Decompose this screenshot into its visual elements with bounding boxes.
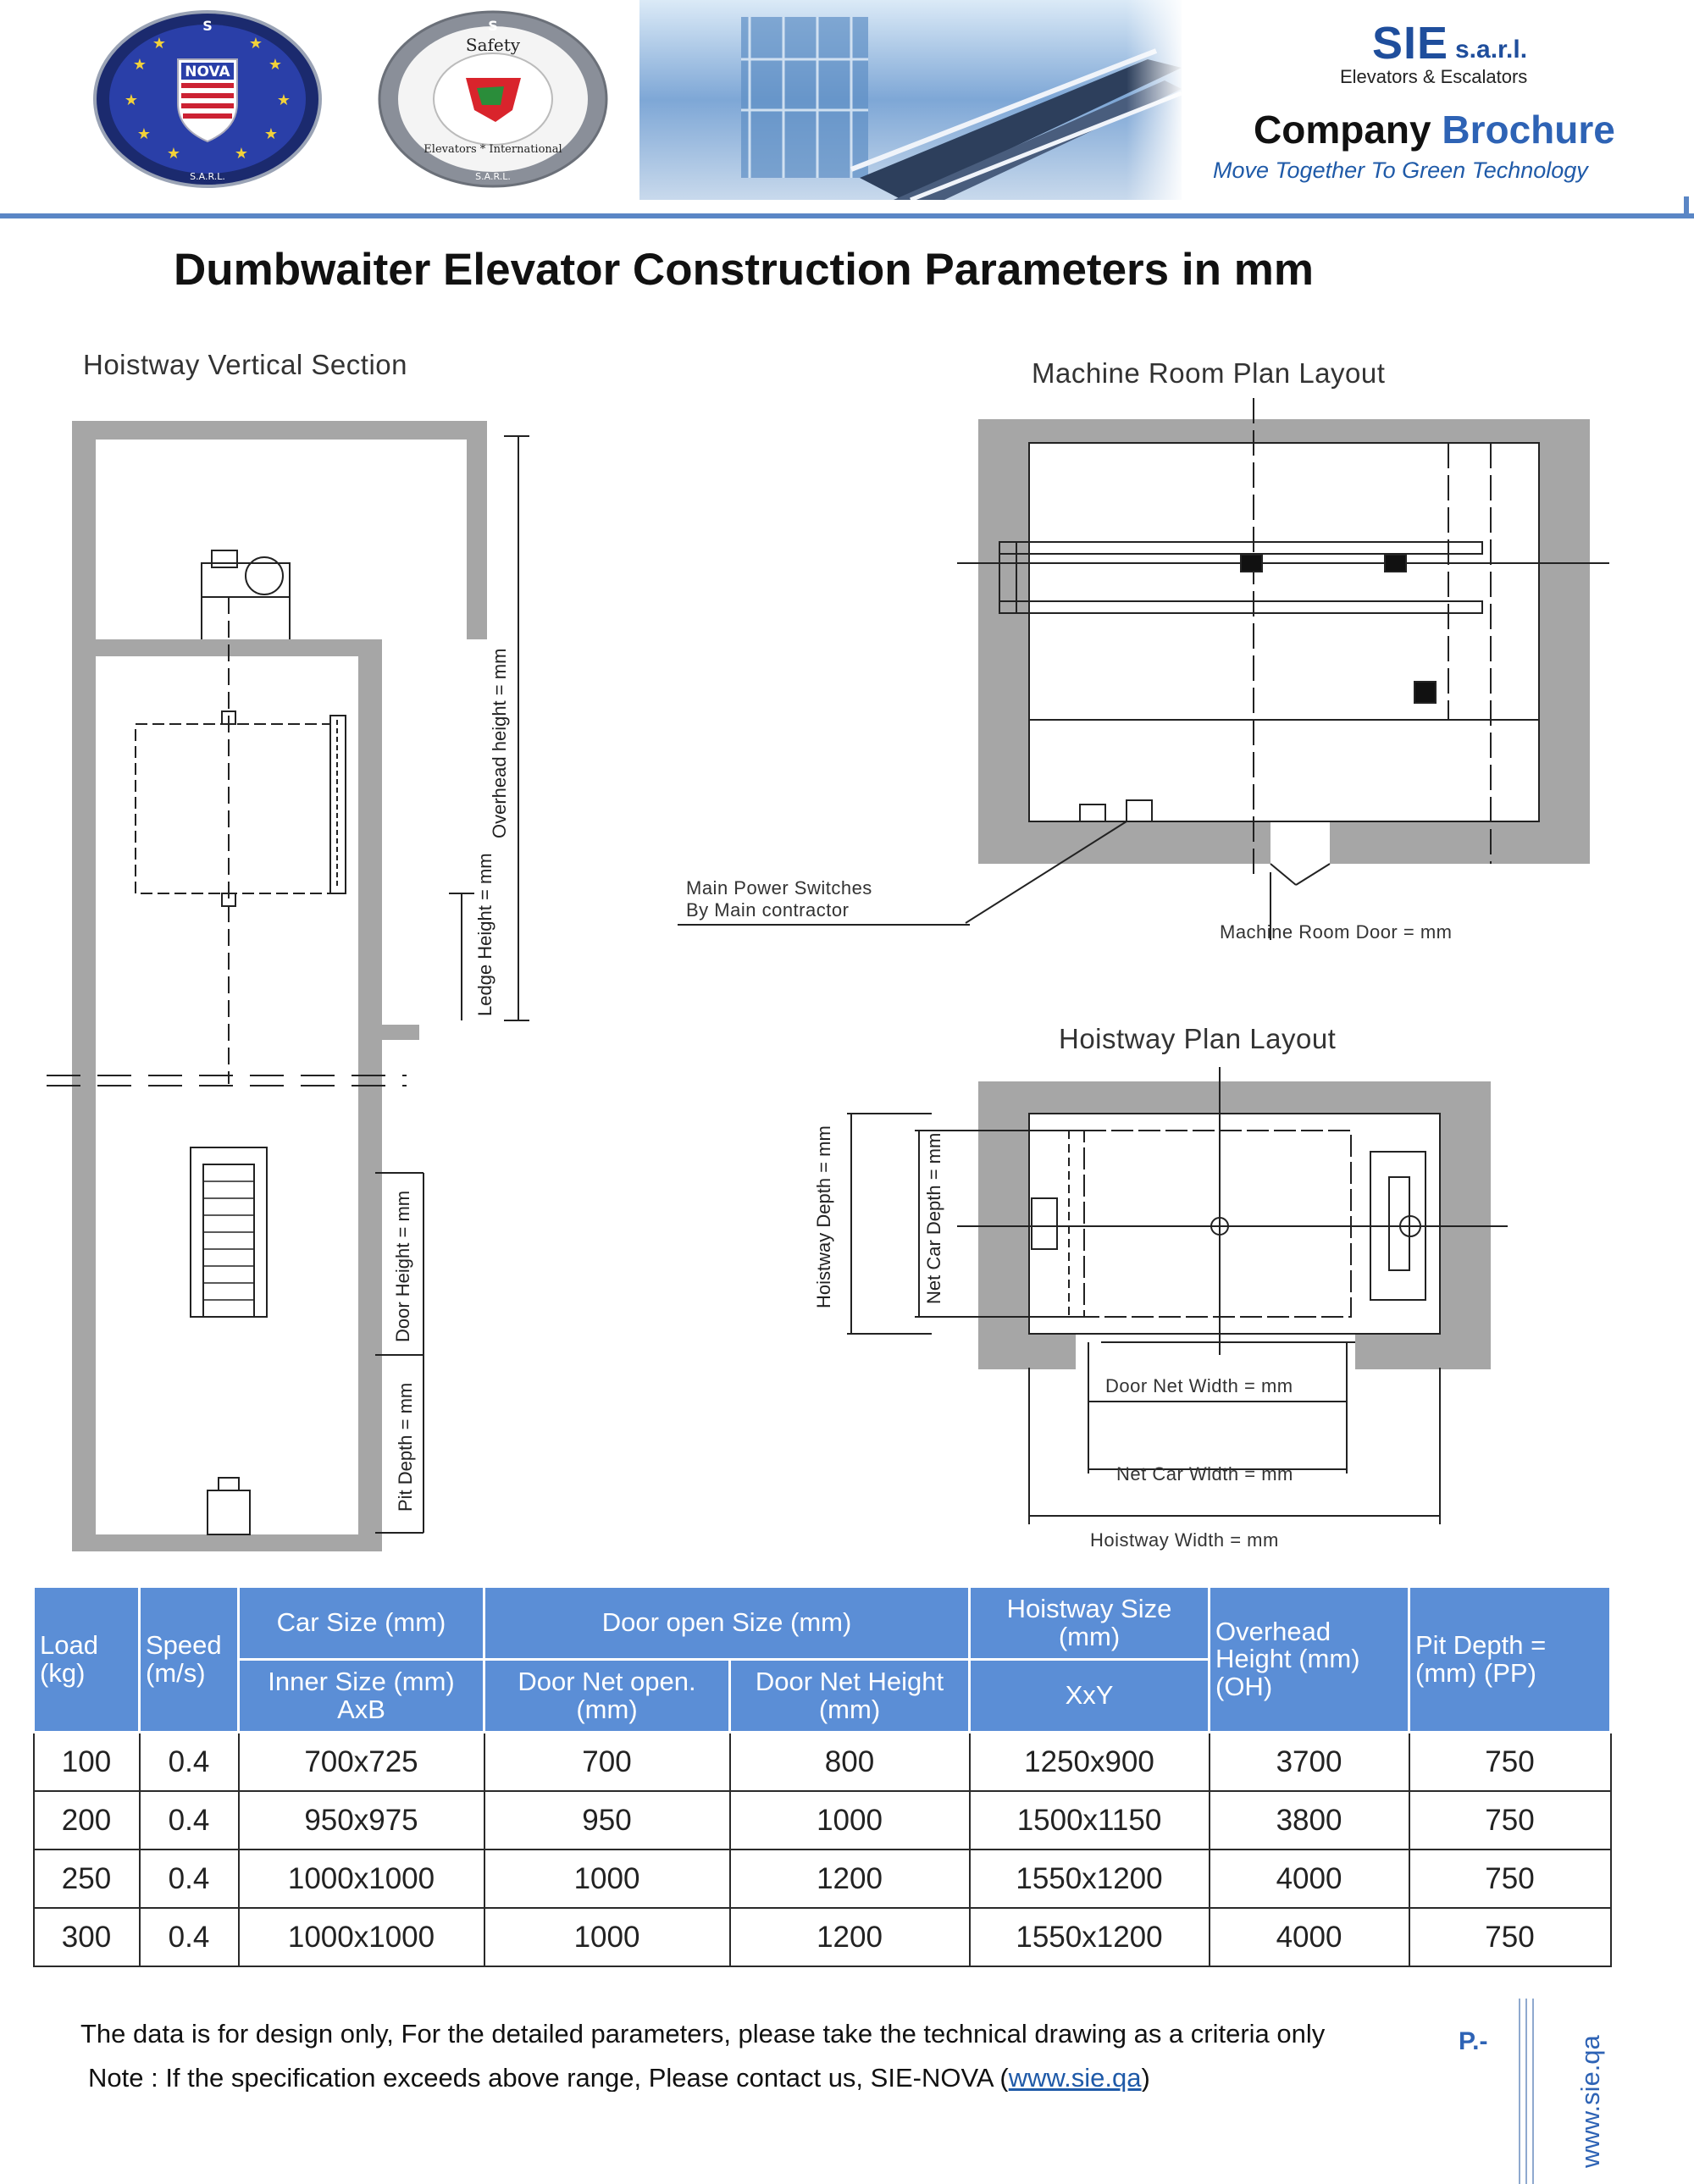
net-car-depth-label: Net Car Depth = mm: [923, 1132, 944, 1304]
technical-drawings: [0, 322, 1694, 1567]
header-door-net-open: Door Net open. (mm): [484, 1660, 730, 1733]
main-power-label-line2: By Main contractor: [686, 899, 850, 921]
page-number: P.-: [1459, 2027, 1488, 2055]
svg-text:★: ★: [166, 145, 181, 163]
svg-text:★: ★: [234, 145, 249, 163]
header-car-size: Car Size (mm): [239, 1587, 484, 1660]
header-door-net-height: Door Net Height (mm): [730, 1660, 970, 1733]
header-hoistway-xy: XxY: [970, 1660, 1210, 1733]
overhead-height-label: Overhead height = mm: [489, 648, 510, 838]
spec-table: [32, 1585, 1612, 1967]
footer-note: Note : If the specification exceeds above range, Please contact us, SIE-NOVA (www.sie.qa): [88, 2063, 1150, 2092]
table-row: 200 0.4 950x975 950 1000 1500x1150 3800 750: [34, 1791, 1611, 1849]
svg-text:Safety: Safety: [465, 35, 521, 55]
brand-subtitle: Elevators & Escalators: [1340, 66, 1528, 87]
main-power-label-line1: Main Power Switches: [686, 877, 872, 898]
svg-text:★: ★: [152, 35, 167, 53]
header-inner-size: Inner Size (mm) AxB: [239, 1660, 484, 1733]
header-overhead: Overhead Height (mm) (OH): [1210, 1587, 1409, 1733]
safety-international-logo: [377, 10, 610, 188]
side-decoration: [1516, 1999, 1545, 2184]
machine-room-door-label: Machine Room Door = mm: [1220, 921, 1453, 943]
document-title: Company Brochure: [1254, 108, 1615, 152]
svg-text:S.A.R.L.: S.A.R.L.: [475, 171, 511, 182]
table-row: 300 0.4 1000x1000 1000 1200 1550x1200 4000 750: [34, 1908, 1611, 1966]
header-speed: Speed (m/s): [140, 1587, 239, 1733]
pit-depth-label: Pit Depth = mm: [395, 1382, 416, 1512]
page-header: [0, 0, 1694, 222]
svg-text:★: ★: [248, 35, 263, 53]
svg-text:★: ★: [268, 56, 283, 74]
nova-logo-text: NOVA: [185, 64, 230, 80]
svg-text:S: S: [202, 18, 213, 34]
svg-text:S: S: [488, 18, 498, 34]
svg-text:S.A.R.L.: S.A.R.L.: [190, 171, 225, 182]
header-load: Load (kg): [34, 1587, 140, 1733]
vertical-section-title: Hoistway Vertical Section: [83, 349, 407, 380]
tagline: Move Together To Green Technology: [1213, 158, 1588, 183]
side-website-text: www.sie.qa: [1575, 2035, 1605, 2168]
brand-suffix: s.a.r.l.: [1455, 36, 1528, 64]
hoistway-width-label: Hoistway Width = mm: [1090, 1529, 1279, 1551]
machine-room-title: Machine Room Plan Layout: [1032, 357, 1386, 389]
nova-logo: [93, 10, 322, 188]
hoistway-vertical-section: [72, 421, 487, 1551]
door-net-width-label: Door Net Width = mm: [1105, 1375, 1293, 1396]
table-row: 100 0.4 700x725 700 800 1250x900 3700 750: [34, 1733, 1611, 1792]
door-height-label: Door Height = mm: [392, 1190, 413, 1342]
svg-text:★: ★: [124, 91, 139, 109]
escalator-photo: [639, 0, 1182, 200]
net-car-width-label: Net Car Width = mm: [1116, 1463, 1293, 1485]
header-pit-depth: Pit Depth = (mm) (PP): [1409, 1587, 1611, 1733]
brand-name: SIE: [1372, 18, 1449, 69]
svg-text:★: ★: [136, 125, 152, 143]
table-row: 250 0.4 1000x1000 1000 1200 1550x1200 4000 750: [34, 1849, 1611, 1908]
header-hoistway-size: Hoistway Size (mm): [970, 1587, 1210, 1660]
website-link[interactable]: www.sie.qa: [1008, 2063, 1142, 2092]
hoistway-depth-label: Hoistway Depth = mm: [813, 1125, 834, 1308]
hoistway-plan-title: Hoistway Plan Layout: [1059, 1023, 1337, 1054]
page-title: Dumbwaiter Elevator Construction Parameters in mm: [174, 245, 1314, 295]
svg-text:★: ★: [276, 91, 291, 109]
footer-disclaimer: The data is for design only, For the detailed parameters, please take the technical drawing as a criteria only: [80, 2019, 1326, 2049]
svg-text:Elevators * International: Elevators * International: [424, 143, 562, 156]
header-divider: [0, 213, 1694, 218]
svg-text:★: ★: [263, 125, 279, 143]
ledge-height-label: Ledge Height = mm: [474, 853, 495, 1016]
svg-text:★: ★: [132, 56, 147, 74]
header-door-open-size: Door open Size (mm): [484, 1587, 970, 1660]
